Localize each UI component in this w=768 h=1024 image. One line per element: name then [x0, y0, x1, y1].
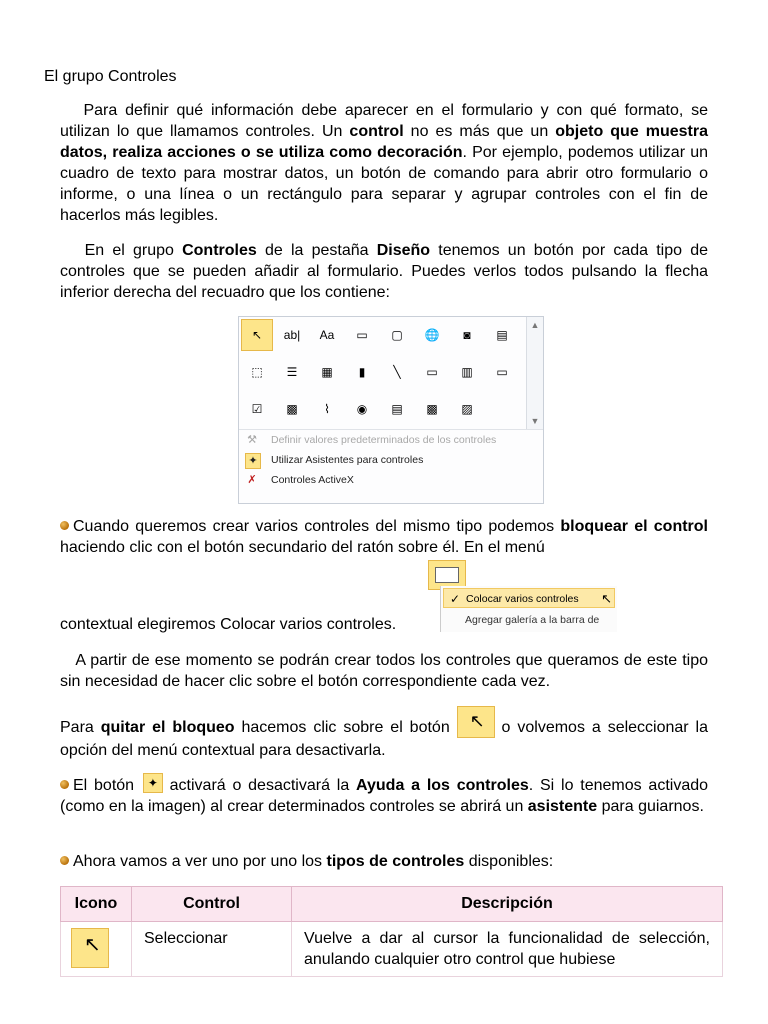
bullet-icon: [60, 856, 69, 865]
menu-item-place-multiple[interactable]: ✓ Colocar varios controles ↖: [443, 588, 615, 608]
bullet-icon: [60, 780, 69, 789]
label-icon[interactable]: Aa: [319, 328, 335, 342]
image-icon[interactable]: ▨: [461, 402, 473, 416]
context-menu: [440, 586, 617, 632]
header-control: Control: [132, 887, 292, 922]
checkbox-icon[interactable]: ☑: [251, 402, 263, 416]
line-icon[interactable]: ╲: [393, 365, 401, 379]
controls-gallery: [238, 316, 544, 504]
section-title: El grupo Controles: [44, 68, 177, 85]
defaults-icon: ⚒: [247, 434, 257, 446]
attachment-icon[interactable]: ⌇: [324, 402, 330, 416]
tab-control-icon[interactable]: ▢: [391, 328, 403, 342]
header-description: Descripción: [292, 887, 723, 922]
bound-object-icon[interactable]: ▩: [426, 402, 438, 416]
cursor-icon: ↖: [601, 591, 612, 606]
menu-item-defaults[interactable]: ⚒ Definir valores predeterminados de los controles: [239, 430, 543, 450]
check-icon: ✓: [450, 592, 461, 606]
table-header-row: [61, 887, 723, 922]
menu-item-wizards[interactable]: ✦ Utilizar Asistentes para controles: [239, 450, 543, 470]
bullet-block-types: Ahora vamos a ver uno por uno los tipos de controles disponibles:: [60, 851, 708, 872]
page-break-icon[interactable]: ☰: [286, 365, 298, 379]
context-menu-snippet: [428, 560, 616, 634]
combo-box-icon[interactable]: ▦: [321, 365, 333, 379]
bullet-block-lock: Cuando queremos crear varios controles del mismo tipo podemos bloquear el control haciendo clic con el botón secundario del ratón sobre él. En el menú: [60, 518, 708, 556]
toggle-button-icon[interactable]: ▭: [426, 365, 438, 379]
bullet-block-lock-cont: contextual elegiremos Colocar varios controles.: [60, 616, 397, 633]
paragraph-unlock: Para quitar el bloqueo hacemos clic sobre el botón ↖ o volvemos a seleccionar la opción del menú contextual para desactivarla.: [60, 706, 708, 762]
textbox-icon[interactable]: ab|: [283, 328, 301, 342]
scroll-more-icon[interactable]: ▼: [530, 416, 540, 426]
web-browser-icon[interactable]: ◙: [463, 328, 471, 342]
list-box-icon[interactable]: ▥: [461, 365, 473, 379]
subform-icon[interactable]: ▤: [391, 402, 403, 416]
rectangle-icon[interactable]: ▭: [496, 365, 508, 379]
paragraph-controls-group: En el grupo Controles de la pestaña Diseño tenemos un botón por cada tipo de controles que se pueden añadir al formulario. Puedes verlos todos pulsando la flecha inferior derecha del recuadro que los contiene:: [60, 242, 709, 301]
controls-table: [60, 886, 723, 977]
select-pointer-icon: ↖: [457, 706, 495, 738]
hyperlink-icon[interactable]: 🌐: [424, 328, 440, 342]
bullet-block-wizard: El botón ✦ activará o desactivará la Ayuda a los controles. Si lo tenemos activado (como en la imagen) al crear determinados controles se abrirá un asistente para guiarnos.: [60, 773, 708, 817]
menu-item-activex[interactable]: ✗ Controles ActiveX: [239, 470, 543, 490]
header-icon: Icono: [61, 887, 132, 922]
option-button-icon[interactable]: ◉: [356, 402, 368, 416]
unbound-object-icon[interactable]: ▩: [286, 402, 298, 416]
cell-control: Seleccionar: [132, 922, 292, 977]
wizard-icon: ✦: [245, 453, 261, 469]
gallery-menu: [239, 429, 543, 490]
cell-icon: [61, 922, 132, 977]
select-pointer-icon: ↖: [71, 928, 109, 968]
table-row: [61, 922, 723, 977]
navigation-icon[interactable]: ▤: [496, 328, 508, 342]
paragraph-after-lock: A partir de ese momento se podrán crear todos los controles que queramos de este tipo sin necesidad de hacer clic sobre el botón correspondiente cada vez.: [60, 652, 709, 690]
menu-item-add-gallery[interactable]: Agregar galería a la barra de: [465, 614, 600, 626]
select-pointer-icon[interactable]: ↖: [241, 319, 273, 351]
cell-description: Vuelve a dar al cursor la funcionalidad de selección, anulando cualquier otro control que hubiese: [292, 922, 723, 977]
wizard-icon: ✦: [141, 773, 163, 793]
gallery-scrollbar[interactable]: [526, 317, 543, 429]
paragraph-intro: Para definir qué información debe aparecer en el formulario y con qué formato, se utilizan lo que llamamos controles. Un control no es más que un objeto que muestra datos, realiza acciones o se utiliza como decoración. Por ejemplo, podemos utilizar un cuadro de texto para mostrar datos, un botón de comando para abrir otro formulario o informe, o una línea o un rectángulo para separar y agrupar controles con el fin de hacerlos más legibles.: [60, 102, 709, 224]
bullet-icon: [60, 521, 69, 530]
activex-icon: ✗: [247, 474, 257, 486]
option-group-icon[interactable]: ⬚: [251, 365, 263, 379]
scroll-up-icon[interactable]: ▲: [530, 320, 540, 330]
button-icon[interactable]: ▭: [356, 328, 368, 342]
chart-icon[interactable]: ▮: [358, 365, 366, 379]
